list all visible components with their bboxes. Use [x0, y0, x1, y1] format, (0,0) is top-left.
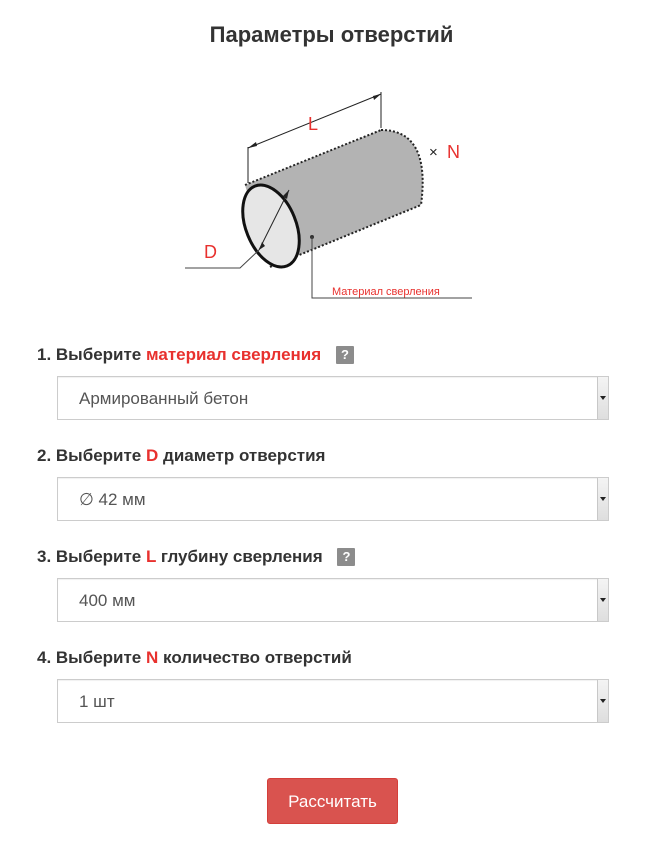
step-3-label — [37, 547, 355, 567]
depth-select-value: 400 мм — [79, 591, 136, 610]
step-4-rest: количество отверстий — [163, 648, 352, 667]
count-prefix: × — [429, 144, 438, 161]
chevron-down-icon — [600, 497, 606, 501]
step-2-rest: диаметр отверстия — [163, 446, 326, 465]
quantity-select[interactable] — [57, 679, 609, 723]
chevron-down-icon — [600, 598, 606, 602]
step-3-accent: L — [146, 547, 157, 566]
step-3-rest: глубину сверления — [160, 547, 323, 566]
step-3-number: 3. Выберите — [37, 547, 142, 566]
count-label: N — [447, 142, 460, 162]
length-arrowhead-right — [373, 94, 381, 100]
step-2-label — [37, 446, 325, 466]
chevron-down-icon — [600, 699, 606, 703]
step-1-number: 1. Выберите — [37, 345, 142, 364]
step-1-label — [37, 345, 354, 365]
calculate-button[interactable]: Рассчитать — [267, 778, 398, 824]
diameter-select[interactable] — [57, 477, 609, 521]
length-label: L — [308, 114, 319, 134]
step-4-label — [37, 648, 352, 668]
help-icon-depth[interactable]: ? — [337, 548, 355, 566]
page-title: Параметры отверстий — [209, 22, 454, 47]
depth-select-toggle[interactable] — [597, 579, 608, 621]
diameter-select-toggle[interactable] — [597, 478, 608, 520]
material-select-value: Армированный бетон — [79, 389, 249, 408]
depth-select[interactable] — [57, 578, 609, 622]
length-arrowhead-left — [248, 142, 257, 148]
step-2-number: 2. Выберите — [37, 446, 142, 465]
step-4-number: 4. Выберите — [37, 648, 142, 667]
material-label: Материал сверления — [332, 286, 440, 298]
hole-diagram — [175, 80, 485, 310]
quantity-select-value: 1 шт — [79, 692, 115, 711]
help-icon-material[interactable]: ? — [336, 346, 354, 364]
step-4-accent: N — [146, 648, 159, 667]
step-2-accent: D — [146, 446, 159, 465]
material-select[interactable] — [57, 376, 609, 420]
material-select-toggle[interactable] — [597, 377, 608, 419]
chevron-down-icon — [600, 396, 606, 400]
quantity-select-toggle[interactable] — [597, 680, 608, 722]
diameter-label: D — [204, 242, 217, 262]
step-1-accent: материал сверления — [146, 345, 322, 364]
diameter-select-value: ∅ 42 мм — [79, 490, 146, 509]
diameter-leader — [185, 250, 259, 268]
